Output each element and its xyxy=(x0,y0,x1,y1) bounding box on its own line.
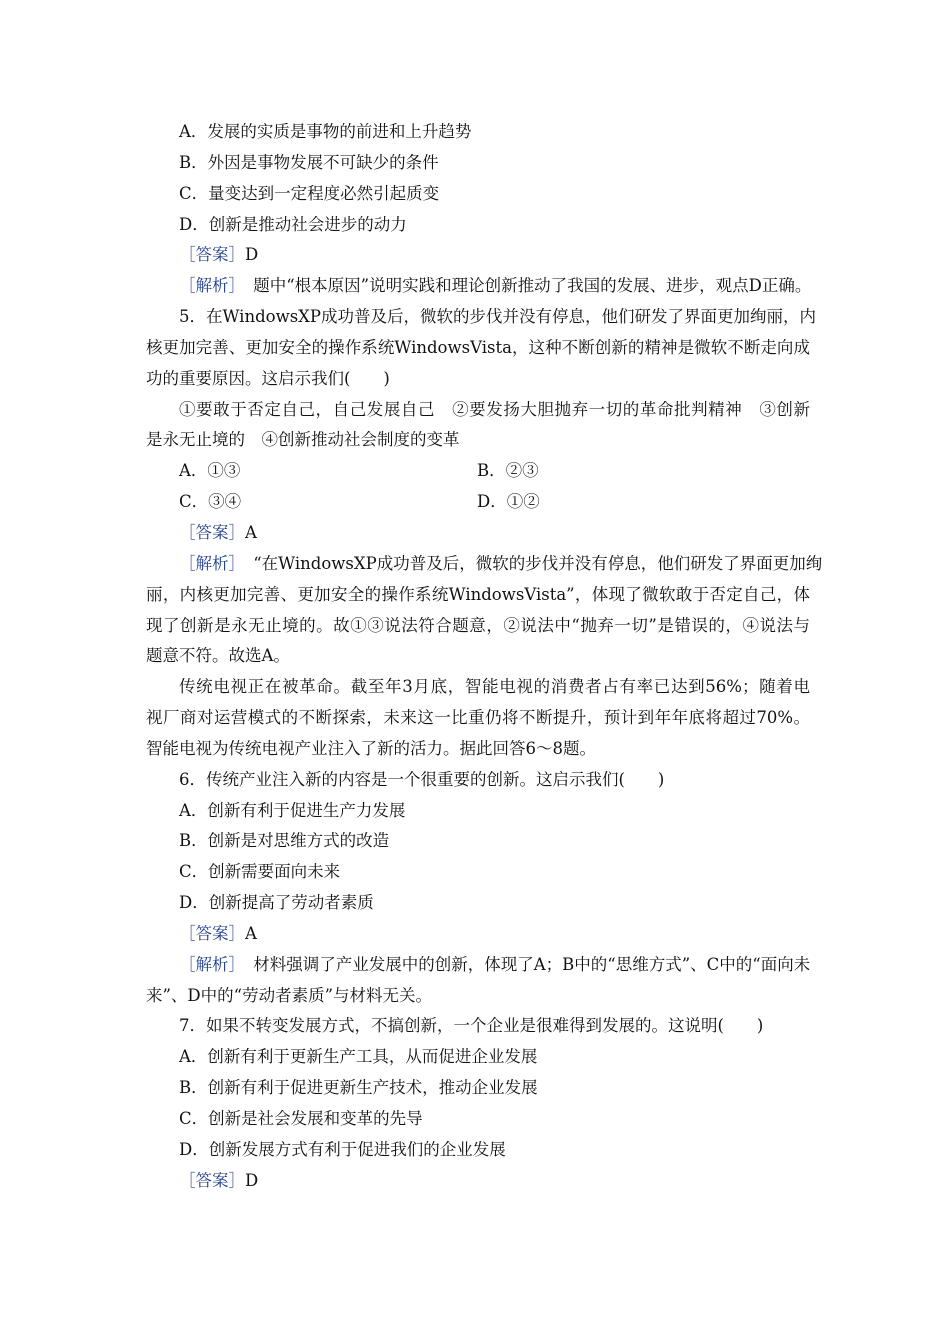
q5-options-row-1 xyxy=(146,456,810,487)
answer-tag: ［答案］ xyxy=(179,245,245,265)
answer-tag: ［答案］ xyxy=(179,522,245,542)
q5-answer xyxy=(146,518,810,549)
q5-option-c: C．③④ xyxy=(179,492,242,512)
q7-option-d: D．创新发展方式有利于促进我们的企业发展 xyxy=(179,1139,506,1159)
q6-answer xyxy=(146,919,810,950)
q6-stem: 6．传统产业注入新的内容是一个很重要的创新。这启示我们( ) xyxy=(179,769,665,789)
q7-option-b: B．创新有利于促进更新生产技术，推动企业发展 xyxy=(179,1078,538,1098)
q7-option-a: A．创新有利于更新生产工具，从而促进企业发展 xyxy=(179,1047,538,1067)
analysis-text: 材料强调了产业发展中的创新，体现了A；B中的“思维方式”、C中的“面向未 xyxy=(253,954,811,974)
q5-option-d: D．①② xyxy=(477,492,540,512)
answer-value: D xyxy=(245,1170,259,1190)
q6-option-a: A．创新有利于促进生产力发展 xyxy=(179,800,406,820)
q4-option-d: D．创新是推动社会进步的动力 xyxy=(179,214,407,234)
answer-value: D xyxy=(245,245,259,265)
q5-analysis-line-1 xyxy=(146,549,823,580)
q5-options-row-2 xyxy=(146,487,810,518)
q6-analysis-line-1 xyxy=(146,950,810,981)
q5-stem-line-2: 核更加完善、更加安全的操作系统WindowsVista，这种不断创新的精神是微软不断走向成 xyxy=(146,337,810,357)
q4-option-b: B．外因是事物发展不可缺少的条件 xyxy=(179,152,439,172)
q6-option-d: D．创新提高了劳动者素质 xyxy=(179,893,374,913)
q5-stem-line-3: 功的重要原因。这启示我们( ) xyxy=(146,368,390,388)
q6-analysis-line-2: 来”、D中的“劳动者素质”与材料无关。 xyxy=(146,985,433,1005)
answer-tag: ［答案］ xyxy=(179,923,245,943)
q5-analysis-line-4: 题意不符。故选A。 xyxy=(146,646,290,666)
answer-value: A xyxy=(245,923,257,943)
q4-answer xyxy=(146,240,810,271)
q5-option-b: B．②③ xyxy=(477,461,539,481)
q7-option-c: C．创新是社会发展和变革的先导 xyxy=(179,1109,423,1128)
q5-choices-line-1: ①要敢于否定自己，自己发展自己 ②要发扬大胆抛弃一切的革命批判精神 ③创新 xyxy=(179,399,810,419)
answer-tag: ［答案］ xyxy=(179,1170,245,1190)
q4-analysis xyxy=(146,271,810,302)
material-line-3: 智能电视为传统电视产业注入了新的活力。据此回答6～8题。 xyxy=(146,738,596,758)
answer-value: A xyxy=(245,522,257,542)
q6-option-c: C．创新需要面向未来 xyxy=(179,862,341,882)
q5-analysis-line-3: 现了创新是永无止境的。故①③说法符合题意，②说法中“抛弃一切”是错误的，④说法与 xyxy=(146,615,810,635)
analysis-text: “在WindowsXP成功普及后，微软的步伐并没有停息，他们研发了界面更加绚 xyxy=(253,553,823,573)
analysis-tag: ［解析］ xyxy=(179,276,237,296)
document-page xyxy=(146,117,823,1197)
analysis-text: 题中“根本原因”说明实践和理论创新推动了我国的发展、进步，观点D正确。 xyxy=(253,276,812,296)
q5-option-a: A．①③ xyxy=(179,461,241,481)
q5-stem-line-1: 5．在WindowsXP成功普及后，微软的步伐并没有停息，他们研发了界面更加绚丽，内 xyxy=(179,307,817,327)
q5-choices-line-2: 是永无止境的 ④创新推动社会制度的变革 xyxy=(146,430,460,450)
analysis-tag: ［解析］ xyxy=(179,954,237,974)
analysis-tag: ［解析］ xyxy=(179,553,237,573)
q5-analysis-line-2: 丽，内核更加完善、更加安全的操作系统WindowsVista”，体现了微软敢于否定自己，体 xyxy=(146,584,810,604)
material-line-2: 视厂商对运营模式的不断探索，未来这一比重仍将不断提升，预计到年年底将超过70%。 xyxy=(146,708,810,728)
q4-option-c: C．量变达到一定程度必然引起质变 xyxy=(179,183,440,203)
q4-option-a: A．发展的实质是事物的前进和上升趋势 xyxy=(179,122,472,141)
material-line-1: 传统电视正在被革命。截至年3月底，智能电视的消费者占有率已达到56%；随着电 xyxy=(179,677,810,697)
q7-answer xyxy=(146,1166,810,1197)
q7-stem: 7．如果不转变发展方式，不搞创新，一个企业是很难得到发展的。这说明( ) xyxy=(179,1016,764,1036)
q6-option-b: B．创新是对思维方式的改造 xyxy=(179,831,390,851)
